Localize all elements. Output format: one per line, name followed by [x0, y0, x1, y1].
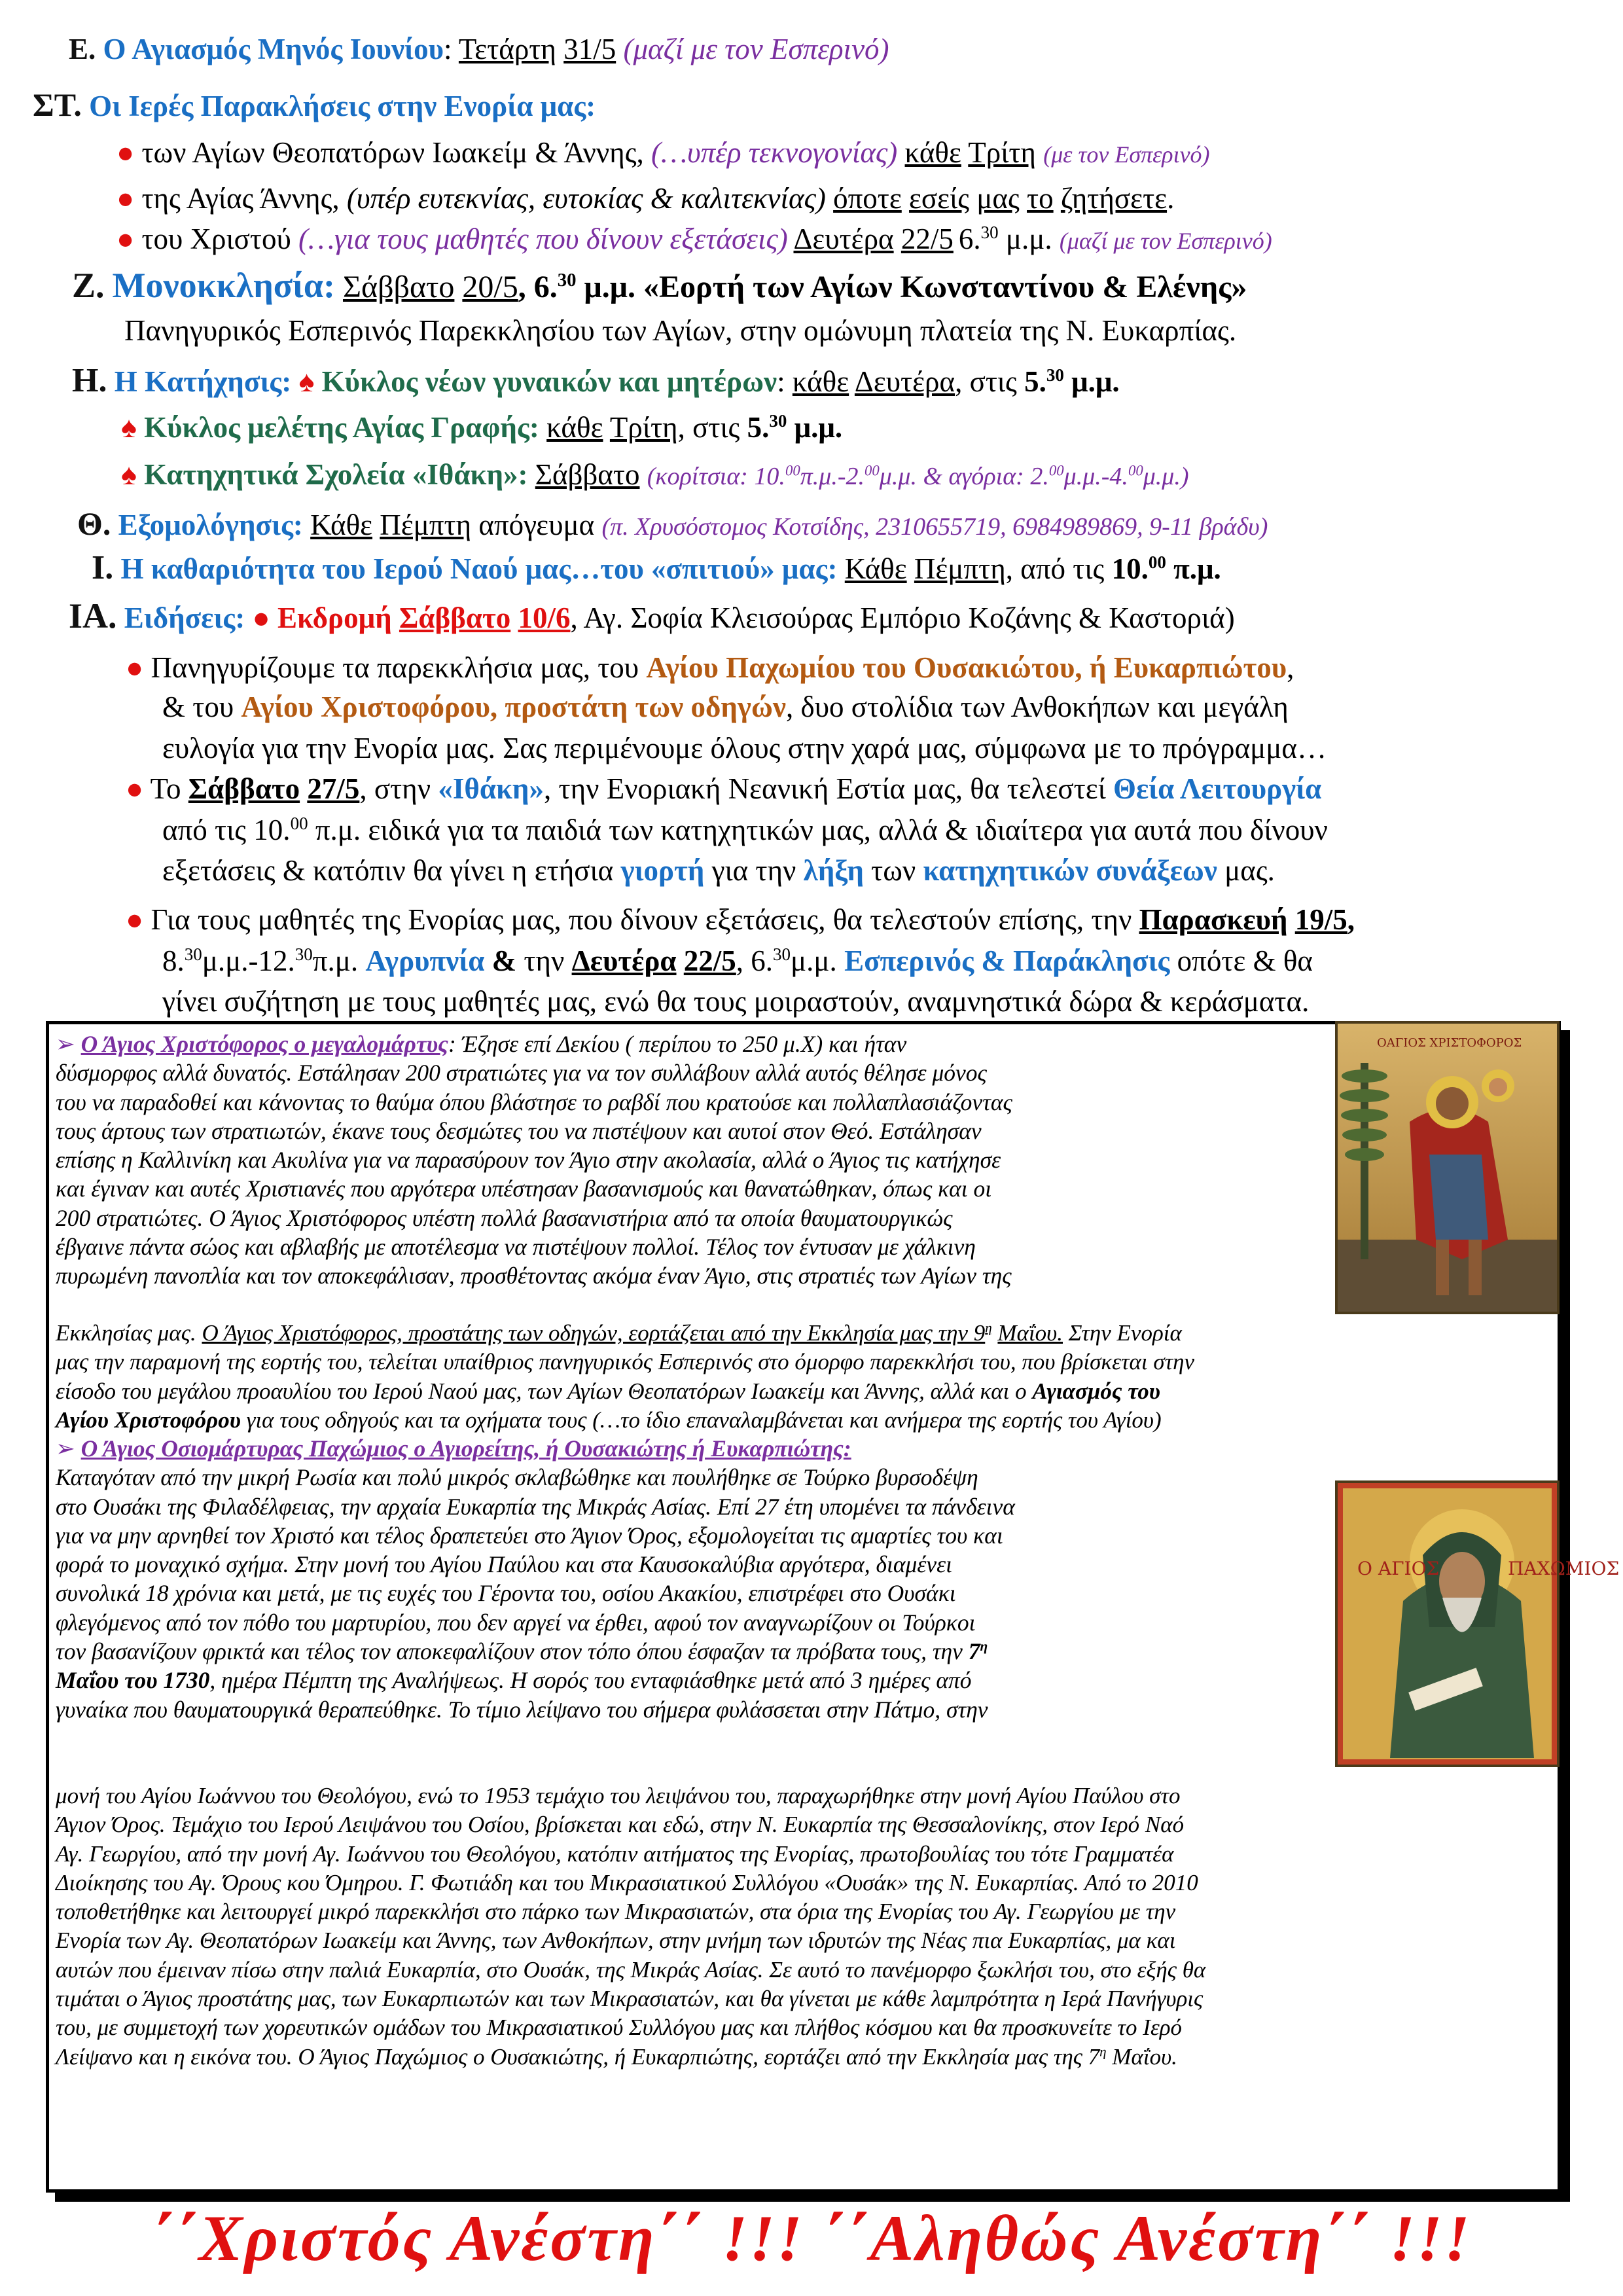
news-item-cont: από τις 10.00 π.μ. ειδικά για τα παιδιά των κατηχητικών μας, αλλά & ιδιαίτερα για αυτά που δίνουν — [162, 814, 1328, 846]
section-title: Ο Αγιασμός Μηνός Ιουνίου — [103, 33, 444, 65]
news-item-cont: εξετάσεις & κατόπιν θα γίνει η ετήσια γιορτή για την λήξη των κατηχητικών συνάξεων μας. — [162, 854, 1275, 887]
saint-heading: Ο Άγιος Οσιομάρτυρας Παχώμιος ο Αγιορείτης, ή Ουσακιώτης ή Ευκαρπιώτης — [80, 1435, 844, 1462]
section-label: Ε. — [69, 33, 96, 65]
saint-pachomios-text: ➢ Ο Άγιος Οσιομάρτυρας Παχώμιος ο Αγιορείτης, ή Ουσακιώτης ή Ευκαρπιώτης: Καταγόταν από την μικρή Ρωσία και πολύ μικρός σκλαβώθηκε και πουλήθηκε σε Τούρκο βυρσοδέψη στο Ουσάκι της Φιλαδέλφειας, την αρχαία Ευκαρπία της Μικράς Ασίας. Επί 27 έτη υπομένει τα πάνδεινα για να μην αρνηθεί τον Χριστό και τέλος δραπετεύει στο Άγιον Όρος, εξομολογείται τις αμαρτίες του και φορά το μοναχικό σχήμα. Στην μονή του Αγίου Παύλου και στα Καυσοκαλύβια αργότερα, διαμένει συνολικά 18 χρόνια και μετά, με τις ευχές του Γέροντα του, οσίου Ακακίου, επιστρέφει στο Ουσάκι φλεγόμενος από τον πόθο του μαρτυρίου, που δεν αργεί να έρθει, αφού τον αναγνωρίζουν οι Τούρκοι τον βασανίζουν φρικτά και τέλος τον αποκεφαλίζουν στον τόπο όπου έσφαζαν τα πρόβατα τους, την $7^\eta$ Μαΐου του 1730, ημέρα Πέμπτη της Αναλήψεως. Η σορός του ενταφιάσθηκε μετά από 3 ημέρες από γυναίκα που θαυματουργικά θεραπεύθηκε. Το τίμιο λείψανο του σήμερα φυλάσσεται στην Πάτμο, στην — [56, 1435, 1015, 1723]
saint-christopher-icon — [1335, 1021, 1560, 1314]
section-i: Ι. Η καθαριότητα του Ιερού Ναού μας…του «σπιτιού» μας: Κάθε Πέμπτη, από τις 10.00 π.μ. — [92, 549, 1221, 586]
section-label: ΣΤ. — [33, 86, 82, 123]
news-item-cont: 8.30μ.μ.-12.30π.μ. Αγρυπνία & την Δευτέρα 22/5, 6.30μ.μ. Εσπερινός & Παράκλησις οπότε & θα — [162, 944, 1313, 977]
section-title: Η καθαριότητα του Ιερού Ναού μας…του «σπιτιού» μας: — [120, 552, 838, 585]
saint-pachomios-icon — [1335, 1480, 1620, 1767]
section-h: Η. Η Κατήχησις: ♠ Κύκλος νέων γυναικών και μητέρων: κάθε Δευτέρα, στις 5.30 μ.μ. — [72, 362, 1120, 399]
news-item-cont: γίνει συζήτηση με τους μαθητές μας, ενώ θα τους μοιραστούν, αναμνηστικά δώρα & κεράσματα. — [162, 985, 1310, 1018]
icon-label: ΠΑΧΩΜΙΟΣ — [1508, 1558, 1620, 1579]
news-item-cont: & του Αγίου Χριστοφόρου, προστάτη των οδηγών, δυο στολίδια των Ανθοκήπων και μεγάλη — [162, 691, 1289, 723]
saint-heading: Ο Άγιος Χριστόφορος ο μεγαλομάρτυς — [80, 1031, 448, 1057]
section-label: ΙΑ. — [69, 596, 117, 636]
paraklisi-item: ● της Αγίας Άννης, (υπέρ ευτεκνίας, ευτοκίας & καλιτεκνίας) όποτε εσείς μας το ζητήσετε. — [116, 182, 1175, 215]
section-z-line2: Πανηγυρικός Εσπερινός Παρεκκλησίου των Αγίων, στην ομώνυμη πλατεία της Ν. Ευκαρπίας. — [124, 314, 1237, 347]
section-title: Η Κατήχησις: — [114, 365, 292, 398]
section-e: Ε. Ο Αγιασμός Μηνός Ιουνίου: Τετάρτη 31/5 (μαζί με τον Εσπερινό) — [69, 33, 889, 65]
section-ia: ΙΑ. Ειδήσεις: ● Εκδρομή Σάββατο 10/6, Αγ. Σοφία Κλεισούρας Εμπόριο Κοζάνης & Καστοριά) — [69, 596, 1235, 636]
section-title: Μονοκκλησία: — [112, 266, 336, 305]
spade-icon: ♠ — [121, 458, 137, 491]
katixisi-item: ♠ Κατηχητικά Σχολεία «Ιθάκη»: Σάββατο (κορίτσια: 10.00π.μ.-2.00μ.μ. & αγόρια: 2.00μ.μ.-4.00μ.μ.) — [121, 458, 1189, 491]
section-title: Εξομολόγησις: — [118, 509, 303, 541]
saint-christopher-text: ➢ Ο Άγιος Χριστόφορος ο μεγαλομάρτυς: Έζησε επί Δεκίου ( περίπου το 250 μ.Χ) και ήταν δύσμορφος αλλά δυνατός. Εστάλησαν 200 στρατιώτες για να τον συλλάβουν αλλά αυτός θέλησε μόνος του να παραδοθεί και κάνοντας το θαύμα όπου βλάστησε το ραβδί που κρατούσε και πολλαπλασιάζοντας τους άρτους των στρατιωτών, έκανε τους δεσμώτες του να πιστέψουν και αυτοί στον Θεό. Εστάλησαν επίσης η Καλλινίκη και Ακυλίνα για να παρασύρουν τον Άγιο στην ακολασία, αλλά ο Άγιος τις κατήχησε και έγιναν και αυτές Χριστιανές που αργότερα υπέστησαν βασανισμούς και θανατώθηκαν, όπως και οι 200 στρατιώτες. Ο Άγιος Χριστόφορος υπέστη πολλά βασανιστήρια από τα οποία θαυματουργικώς έβγαινε πάντα σώος και αβλαβής με αποτέλεσμα να πιστέψουν πολλοί. Τέλος τον έντυσαν με χάλκινη πυρωμένη πανοπλία και τον αποκεφάλισαν, προσθέτοντας ακόμα έναν Άγιο, στις στρατιές των Αγίων της — [56, 1031, 1012, 1289]
footer-easter-greeting: ΄΄Χριστός Ανέστη΄΄ !!! ΄΄Αληθώς Ανέστη΄΄ !!! — [151, 2202, 1472, 2274]
arrow-icon: ➢ — [56, 1435, 75, 1462]
news-item: ● Για τους μαθητές της Ενορίας μας, που δίνουν εξετάσεις, θα τελεστούν επίσης, την Παρασκευή 19/5, — [126, 903, 1355, 936]
section-th: Θ. Εξομολόγησις: Κάθε Πέμπτη απόγευμα (π. Χρυσόστομος Κοτσίδης, 2310655719, 6984989869, 9-11 βράδυ) — [77, 505, 1268, 542]
news-item: ● Πανηγυρίζουμε τα παρεκκλήσια μας, του Αγίου Παχωμίου του Ουσακιώτου, ή Ευκαρπιώτου, — [126, 651, 1294, 684]
katixisi-item: ♠ Κύκλος μελέτης Αγίας Γραφής: κάθε Τρίτη, στις 5.30 μ.μ. — [121, 411, 843, 444]
arrow-icon: ➢ — [56, 1031, 75, 1057]
section-label: Θ. — [77, 505, 111, 542]
saint-christopher-text-wide: Εκκλησίας μας. Ο Άγιος Χριστόφορος, προστάτης των οδηγών, εορτάζεται από την Εκκλησία μας την $9^\eta$ Μαΐου. Στην Ενορία μας την παραμονή της εορτής του, τελείται υπαίθριος πανηγυρικός Εσπερινός στο όμορφο παρεκκλήσι του, που βρίσκεται στην είσοδο του μεγάλου προαυλίου του Ιερού Ναού μας, των Αγίων Θεοπατόρων Ιωακείμ και Άννης, αλλά και ο Αγιασμός του Αγίου Χριστοφόρου για τους οδηγούς και τα οχήματα τους (…το ίδιο επαναλαμβάνεται και ανήμερα της εορτής του Αγίου) — [56, 1319, 1195, 1433]
news-item-cont: ευλογία για την Ενορία μας. Σας περιμένουμε όλους στην χαρά μας, σύμφωνα με το πρόγραμμα… — [162, 732, 1327, 764]
paraklisi-item: ● των Αγίων Θεοπατόρων Ιωακείμ & Άννης, (…υπέρ τεκνογονίας) κάθε Τρίτη (με τον Εσπερινό) — [116, 136, 1210, 169]
news-item: ● Το Σάββατο 27/5, στην «Ιθάκη», την Ενοριακή Νεανική Εστία μας, θα τελεστεί Θεία Λειτουργία — [126, 772, 1322, 805]
icon-label: Ο ΑΓΙΟΣ — [1357, 1558, 1440, 1579]
section-title: Οι Ιερές Παρακλήσεις στην Ενορία μας: — [89, 90, 596, 122]
paraklisi-item: ● του Χριστού (…για τους μαθητές που δίνουν εξετάσεις) Δευτέρα 22/5 6.30 μ.μ. (μαζί με τον Εσπερινό) — [116, 223, 1272, 255]
section-label: Η. — [72, 362, 107, 399]
section-label: Ζ. — [72, 266, 105, 305]
section-title: Ειδήσεις: — [124, 601, 245, 634]
icon-label: ΟΑΓΙΟΣ ΧΡΙΣΤΟΦΟΡΟΣ — [1377, 1036, 1522, 1050]
saints-box — [46, 1021, 1620, 2193]
section-z: Ζ. Μονοκκλησία: Σάββατο 20/5, 6.30 μ.μ. «Εορτή των Αγίων Κωνσταντίνου & Ελένης» — [72, 266, 1247, 305]
section-st — [33, 86, 596, 124]
spade-icon: ♠ — [298, 365, 315, 398]
spade-icon: ♠ — [121, 411, 137, 444]
saint-pachomios-text-wide: μονή του Αγίου Ιωάννου του Θεολόγου, ενώ το 1953 τεμάχιο του λειψάνου του, παραχωρήθηκε στην μονή Αγίου Παύλου στο Άγιον Όρος. Τεμάχιο του Ιερού Λειψάνου του Οσίου, βρίσκεται και εδώ, στην Ν. Ευκαρπία της Θεσσαλονίκης, στον Ιερό Ναό Αγ. Γεωργίου, από την μονή Αγ. Ιωάννου του Θεολόγου, κατόπιν αιτήματος της Ενορίας, πρωτοβουλίας του τότε Γραμματέα Διοίκησης του Αγ. Όρους κου Όμηρου. Γ. Φωτιάδη και του Μικρασιατικού Συλλόγου «Ουσάκ» της Ν. Ευκαρπίας. Από το 2010 τοποθετήθηκε και λειτουργεί μικρό παρεκκλήσι στο πάρκο των Μικρασιατών, στα όρια της Ενορίας του Αγ. Γεωργίου με την Ενορία των Αγ. Θεοπατόρων Ιωακείμ και Άννης, των Ανθοκήπων, στην μνήμη των ιδρυτών της Νέας πια Ευκαρπίας, μα και αυτών που έμειναν πίσω στην παλιά Ευκαρπία, στο Ουσάκ, της Μικράς Ασίας. Σε αυτό το πανέμορφο ξωκλήσι του, στο εξής θα τιμάται ο Άγιος προστάτης μας, των Ευκαρπιωτών και των Μικρασιατών, και θα γίνεται με κάθε λαμπρότητα η Ιερά Πανήγυρις του, με συμμετοχή των χορευτικών ομάδων του Μικρασιατικού Συλλόγου μας και πλήθος κόσμου και θα προσκυνείτε το Ιερό Λείψανο και η εικόνα του. Ο Άγιος Παχώμιος ο Ουσακιώτης, ή Ευκαρπιώτης, εορτάζει από την Εκκλησία μας της $7^\eta$ Μαΐου. — [56, 1783, 1206, 2070]
section-label: Ι. — [92, 549, 114, 586]
